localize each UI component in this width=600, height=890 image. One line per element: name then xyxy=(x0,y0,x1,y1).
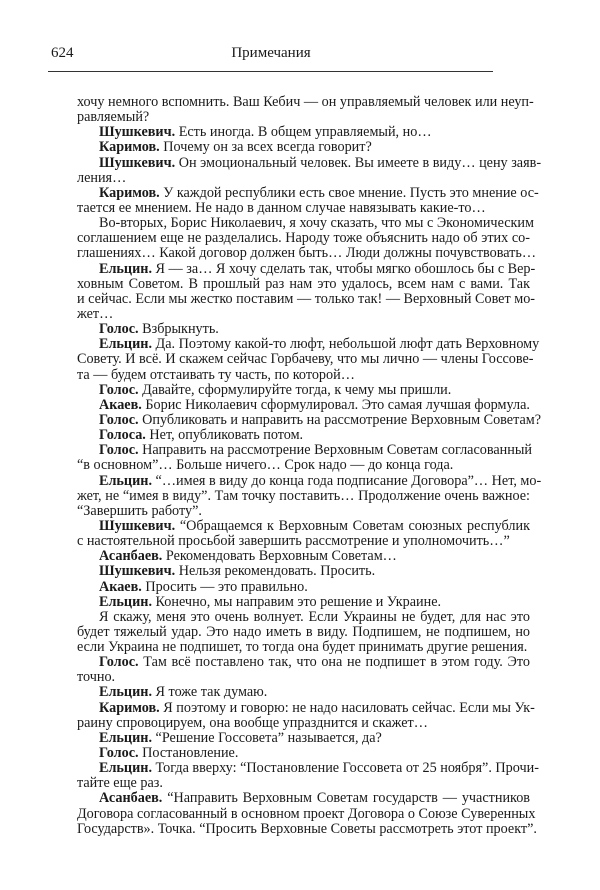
text-line xyxy=(77,260,536,277)
page-body xyxy=(77,94,542,837)
line-text: Просить — это правильно. xyxy=(141,578,308,595)
line-text: хочу немного вспомнить. Ваш Кебич — он управляемый человек или неуп- xyxy=(77,94,534,110)
speaker-name: Голоса. xyxy=(99,427,146,444)
line-text: Направить на рассмотрение Верховным Советам согласованный xyxy=(138,442,532,459)
dialogue-paragraph xyxy=(77,411,542,428)
line-text: если Украина не подпишет, то тогда она будет принимать другие решения. xyxy=(77,639,528,656)
line-text: та — будем отстаивать ту часть, по которой… xyxy=(77,366,355,383)
line-text: Нельзя рекомендовать. Просить. xyxy=(175,563,376,580)
line-text: Во-вторых, Борис Николаевич, я хочу сказать, что мы с Экономическим xyxy=(99,215,534,232)
line-text: Давайте, сформулируйте тогда, к чему мы пришли. xyxy=(138,381,452,398)
dialogue-paragraph xyxy=(77,322,530,337)
text-line xyxy=(77,670,530,685)
text-line xyxy=(77,443,530,458)
running-header xyxy=(49,42,493,64)
text-line xyxy=(77,290,536,307)
dialogue-paragraph xyxy=(77,595,530,610)
speaker-name: Ельцин. xyxy=(99,336,152,353)
line-text: “…имея в виду до конца года подписание Договора”… Нет, мо- xyxy=(152,472,542,489)
text-line xyxy=(77,383,530,398)
line-text: “Направить Верховным Советам государств — участников xyxy=(162,790,530,807)
text-line xyxy=(77,820,537,837)
text-line xyxy=(77,171,530,186)
dialogue-paragraph xyxy=(77,125,530,140)
line-text: и сейчас. Если мы жестко поставим — только так! — Верховный Совет мо- xyxy=(77,290,536,307)
text-line xyxy=(77,458,530,473)
line-text: Тогда вверху: “Постановление Госсовета от 25 ноября”. Прочи- xyxy=(152,760,539,777)
text-line xyxy=(77,519,530,534)
dialogue-paragraph xyxy=(77,685,530,700)
speaker-name: Ельцин. xyxy=(99,260,152,277)
dialogue-paragraph xyxy=(77,336,540,383)
text-paragraph xyxy=(77,610,530,655)
dialogue-paragraph xyxy=(77,760,539,792)
text-line xyxy=(77,534,530,549)
speaker-name: Асанбаев. xyxy=(99,548,163,565)
speaker-name: Голос. xyxy=(99,442,139,459)
text-line xyxy=(77,140,530,155)
speaker-name: Шушкевич. xyxy=(99,517,176,534)
text-paragraph xyxy=(77,94,534,126)
text-line xyxy=(77,791,530,806)
line-text: Я — за… Я хочу сделать так, чтобы мягко обошлось бы с Вер- xyxy=(152,260,536,277)
dialogue-paragraph xyxy=(77,564,530,579)
dialogue-paragraph xyxy=(77,731,530,746)
text-line xyxy=(77,351,534,368)
dialogue-paragraph xyxy=(77,699,535,731)
speaker-name: Ельцин. xyxy=(99,684,152,701)
text-line xyxy=(77,428,530,443)
text-line xyxy=(77,731,530,746)
line-text: ховным Советом. В прошлый раз нам это удалось, всем нам с вами. Так xyxy=(77,275,530,292)
line-text: Я поэтому и говорю: не надо насиловать сейчас. Если мы Ук- xyxy=(159,699,535,716)
line-text: Нет, опубликовать потом. xyxy=(145,427,304,444)
line-text: Почему он за всех всегда говорит? xyxy=(159,139,372,156)
text-line xyxy=(77,610,530,625)
speaker-name: Голос. xyxy=(99,654,139,671)
line-text: Совету. И всё. И скажем сейчас Горбачеву, что мы лично — члены Госсове- xyxy=(77,351,534,368)
page-number: 624 xyxy=(51,45,74,61)
text-line xyxy=(77,125,530,140)
dialogue-paragraph xyxy=(77,260,536,323)
line-text: ления… xyxy=(77,169,127,186)
line-text: Рекомендовать Верховным Советам… xyxy=(162,548,397,565)
text-line xyxy=(77,685,530,700)
text-line xyxy=(77,94,534,110)
speaker-name: Шушкевич. xyxy=(99,154,176,171)
line-text: Борис Николаевич сформулировал. Это самая лучшая формула. xyxy=(141,396,530,413)
dialogue-paragraph xyxy=(77,140,530,155)
speaker-name: Каримов. xyxy=(99,184,160,201)
dialogue-paragraph xyxy=(77,655,530,685)
text-line xyxy=(77,277,530,292)
text-line xyxy=(77,201,530,216)
text-line xyxy=(77,716,530,731)
text-line xyxy=(77,398,530,413)
text-line xyxy=(77,549,530,564)
line-text: точно. xyxy=(77,669,116,686)
text-line xyxy=(77,184,539,201)
line-text: раину спровоцируем, она вообще упразднится и скажет… xyxy=(77,714,428,731)
dialogue-paragraph xyxy=(77,549,530,564)
text-line xyxy=(77,625,530,640)
text-line xyxy=(77,489,530,504)
speaker-name: Голос. xyxy=(99,321,139,338)
line-text: Договора согласованный в основном проект Договора о Союзе Суверенных xyxy=(77,805,536,822)
text-line xyxy=(77,564,530,579)
speaker-name: Акаев. xyxy=(99,578,142,595)
line-text: Я тоже так думаю. xyxy=(152,684,268,701)
speaker-name: Ельцин. xyxy=(99,760,152,777)
line-text: глашениях… Какой договор должен быть… Люди должны почувствовать… xyxy=(77,245,537,262)
speaker-name: Голос. xyxy=(99,745,139,762)
text-line xyxy=(77,215,534,232)
line-text: Там всё поставлено так, что она не подпишет в этом году. Это xyxy=(138,654,530,671)
dialogue-paragraph xyxy=(77,580,530,595)
line-text: тается ее мнением. Не надо в данном случае навязывать какие-то… xyxy=(77,199,486,216)
text-line xyxy=(77,322,530,337)
line-text: “в основном”… Больше ничего… Срок надо — до конца года. xyxy=(77,457,454,474)
dialogue-paragraph xyxy=(77,383,530,398)
line-text: будет тяжелый удар. Это надо иметь в виду. Подпишем, не подпишем, но xyxy=(77,623,530,640)
text-line xyxy=(77,307,530,322)
text-line xyxy=(77,776,530,791)
dialogue-paragraph xyxy=(77,428,530,443)
text-line xyxy=(77,746,530,761)
line-text: Есть иногда. В общем управляемый, но… xyxy=(175,124,432,141)
dialogue-paragraph xyxy=(77,184,539,216)
text-line xyxy=(77,805,536,822)
dialogue-paragraph xyxy=(77,472,542,519)
header-rule xyxy=(48,71,493,72)
text-line xyxy=(77,504,530,519)
speaker-name: Шушкевич. xyxy=(99,124,176,141)
speaker-name: Ельцин. xyxy=(99,593,152,610)
line-text: Опубликовать и направить на рассмотрение Верховным Советам? xyxy=(138,411,542,428)
text-line xyxy=(77,411,542,428)
speaker-name: Каримов. xyxy=(99,699,160,716)
dialogue-paragraph xyxy=(77,154,542,186)
line-text: Постановление. xyxy=(138,745,239,762)
text-line xyxy=(77,368,530,383)
line-text: Он эмоциональный человек. Вы имеете в виду… цену заяв- xyxy=(175,154,542,171)
line-text: равляемый? xyxy=(77,109,150,126)
running-title: Примечания xyxy=(231,45,311,61)
text-line xyxy=(77,154,542,171)
speaker-name: Асанбаев. xyxy=(99,790,163,807)
line-text: Я скажу, меня это очень волнует. Если Украины не будет, для нас это xyxy=(99,608,530,625)
speaker-name: Ельцин. xyxy=(99,472,152,489)
line-text: тайте еще раз. xyxy=(77,775,163,792)
line-text: “Обращаемся к Верховным Советам союзных республик xyxy=(175,517,530,534)
text-line xyxy=(77,231,530,246)
line-text: соглашением еще не разделались. Народу тоже объяснить надо об этих со- xyxy=(77,230,530,247)
speaker-name: Ельцин. xyxy=(99,729,152,746)
speaker-name: Акаев. xyxy=(99,396,142,413)
text-line xyxy=(77,655,530,670)
line-text: “Решение Госсовета” называется, да? xyxy=(152,729,382,746)
text-line xyxy=(77,336,540,353)
text-line xyxy=(77,580,530,595)
line-text: с настоятельной просьбой завершить рассмотрение и уполномочить…” xyxy=(77,533,510,550)
line-text: жет… xyxy=(77,305,114,322)
text-line xyxy=(77,110,530,125)
text-line xyxy=(77,595,530,610)
line-text: “Завершить работу”. xyxy=(77,502,202,519)
text-line xyxy=(77,760,539,777)
dialogue-paragraph xyxy=(77,790,537,837)
line-text: Конечно, мы направим это решение и Украине. xyxy=(152,593,442,610)
text-paragraph xyxy=(77,215,537,262)
speaker-name: Шушкевич. xyxy=(99,563,176,580)
dialogue-paragraph xyxy=(77,519,530,549)
line-text: Взбрыкнуть. xyxy=(138,321,219,338)
dialogue-paragraph xyxy=(77,746,530,761)
text-line xyxy=(77,245,537,262)
dialogue-paragraph xyxy=(77,398,530,413)
line-text: У каждой республики есть свое мнение. Пусть это мнение ос- xyxy=(159,184,539,201)
speaker-name: Голос. xyxy=(99,411,139,428)
dialogue-paragraph xyxy=(77,443,530,473)
text-line xyxy=(77,472,542,489)
speaker-name: Голос. xyxy=(99,381,139,398)
line-text: Государств». Точка. “Просить Верховные Советы рассмотреть этот проект”. xyxy=(77,820,537,837)
line-text: Да. Поэтому какой-то люфт, небольшой люфт дать Верховному xyxy=(152,336,540,353)
text-line xyxy=(77,699,535,716)
line-text: жет, не “имея в виду”. Там точку поставить… Продолжение очень важное: xyxy=(77,487,530,504)
speaker-name: Каримов. xyxy=(99,139,160,156)
text-line xyxy=(77,640,530,655)
